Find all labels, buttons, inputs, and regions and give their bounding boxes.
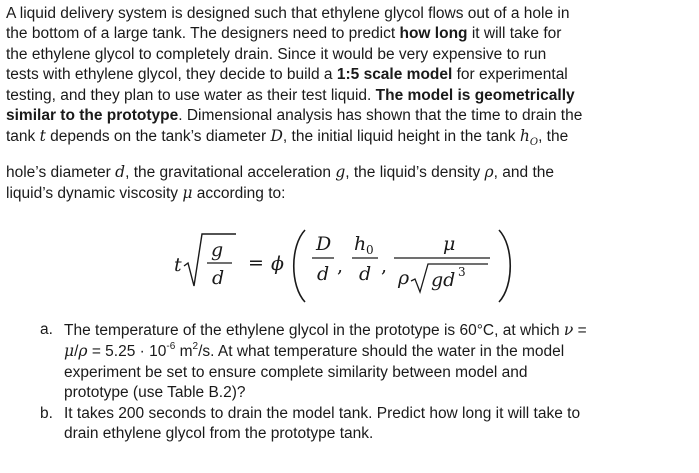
emphasis-geometric-similarity: The model is geometrically	[375, 86, 575, 104]
emphasis-scale-model: 1:5 scale model	[336, 66, 453, 84]
eq-g: g	[211, 239, 224, 261]
left-paren	[294, 230, 305, 302]
part-a-label: a.	[40, 321, 53, 338]
text: the bottom of a large tank. The designers need to predict	[6, 25, 400, 43]
var-mu: μ	[64, 342, 75, 361]
eq-mu: μ	[443, 233, 456, 255]
eq-d-3: d	[359, 263, 372, 285]
var-D: D	[270, 127, 283, 146]
intro-line-6	[6, 106, 693, 126]
text: it will take for	[467, 25, 562, 43]
text: , the initial liquid height in the tank	[282, 128, 520, 146]
intro-line-5	[6, 86, 693, 106]
text: The temperature of the ethylene glycol in the prototype is 60°C, at which	[64, 322, 564, 339]
eq-t: t	[174, 254, 182, 276]
text: . Dimensional analysis has shown that the time to drain the	[178, 107, 583, 125]
text: the ethylene glycol to completely drain. Since it would be very expensive to run	[6, 45, 547, 63]
text: testing, and they plan to use water as their test liquid.	[6, 86, 376, 104]
var-rho: ρ	[484, 162, 494, 181]
problem-statement	[6, 4, 693, 205]
var-t: t	[39, 127, 46, 146]
var-h-subscript: O	[529, 137, 539, 149]
text: /	[74, 343, 79, 361]
text: prototype (use Table B.2)?	[64, 384, 246, 402]
eq-comma-2: ,	[381, 255, 388, 277]
text: , the	[538, 128, 569, 146]
var-d: d	[115, 162, 126, 181]
eq-d-2: d	[317, 263, 330, 285]
intro-line-3	[6, 45, 693, 65]
eq-comma-1: ,	[337, 255, 344, 277]
exponent: -6	[166, 341, 176, 353]
text: for experimental	[452, 66, 568, 84]
text: = 5.25 · 10	[87, 343, 167, 361]
eq-h: h	[354, 233, 367, 255]
text: liquid’s dynamic viscosity	[6, 185, 183, 203]
eq-d-1: d	[212, 267, 225, 289]
var-h: h	[519, 127, 530, 146]
var-g: g	[335, 162, 346, 181]
var-nu: ν	[563, 321, 574, 339]
part-a-line-3	[64, 363, 690, 383]
text: m	[175, 343, 193, 361]
text: , and the	[493, 163, 554, 181]
eq-cube: 3	[458, 265, 466, 279]
part-b-line-1	[64, 404, 690, 424]
part-a-line-1	[64, 320, 690, 341]
intro-line-8	[6, 162, 693, 183]
text: /s. At what temperature should the water in the model	[198, 343, 565, 361]
eq-equals: =	[248, 252, 264, 274]
eq-phi: ϕ	[271, 253, 284, 275]
eq-rho: ρ	[398, 267, 410, 289]
part-b-label: b.	[40, 404, 53, 422]
intro-line-9	[6, 183, 693, 204]
text: , the gravitational acceleration	[125, 163, 336, 181]
intro-line-7	[6, 126, 693, 154]
dimensional-equation	[0, 224, 699, 310]
text: tank	[6, 128, 40, 146]
eq-D: D	[316, 233, 332, 255]
text: A liquid delivery system is designed such that ethylene glycol flows out of a hole in	[6, 5, 570, 22]
emphasis-how-long: how long	[399, 25, 468, 43]
question-parts	[40, 320, 690, 444]
text: hole’s diameter	[6, 163, 116, 181]
equation-svg	[172, 224, 532, 310]
text: depends on the tank’s diameter	[45, 128, 271, 146]
intro-line-1	[6, 4, 693, 24]
part-a-line-2	[64, 341, 690, 362]
text: drain ethylene glycol from the prototype tank.	[64, 425, 374, 443]
intro-line-2	[6, 24, 693, 44]
text: , the liquid’s density	[345, 163, 485, 181]
part-b	[40, 404, 690, 445]
sqrt-sign	[184, 234, 236, 286]
unit-exponent: 2	[192, 341, 199, 353]
part-b-line-2	[64, 424, 690, 444]
text: =	[573, 322, 587, 339]
text: according to:	[192, 185, 286, 203]
part-a-line-4	[64, 383, 690, 403]
right-paren	[499, 230, 510, 302]
text: tests with ethylene glycol, they decide to build a	[6, 66, 337, 84]
var-rho: ρ	[78, 342, 88, 361]
eq-gd: gd	[431, 269, 456, 291]
text: It takes 200 seconds to drain the model tank. Predict how long it will take to	[64, 404, 581, 422]
part-a	[40, 320, 690, 404]
var-mu: μ	[182, 184, 193, 203]
emphasis-prototype: similar to the prototype	[6, 107, 179, 125]
intro-line-4	[6, 65, 693, 85]
text: experiment be set to ensure complete similarity between model and	[64, 363, 528, 381]
eq-h-sub: 0	[366, 243, 374, 257]
